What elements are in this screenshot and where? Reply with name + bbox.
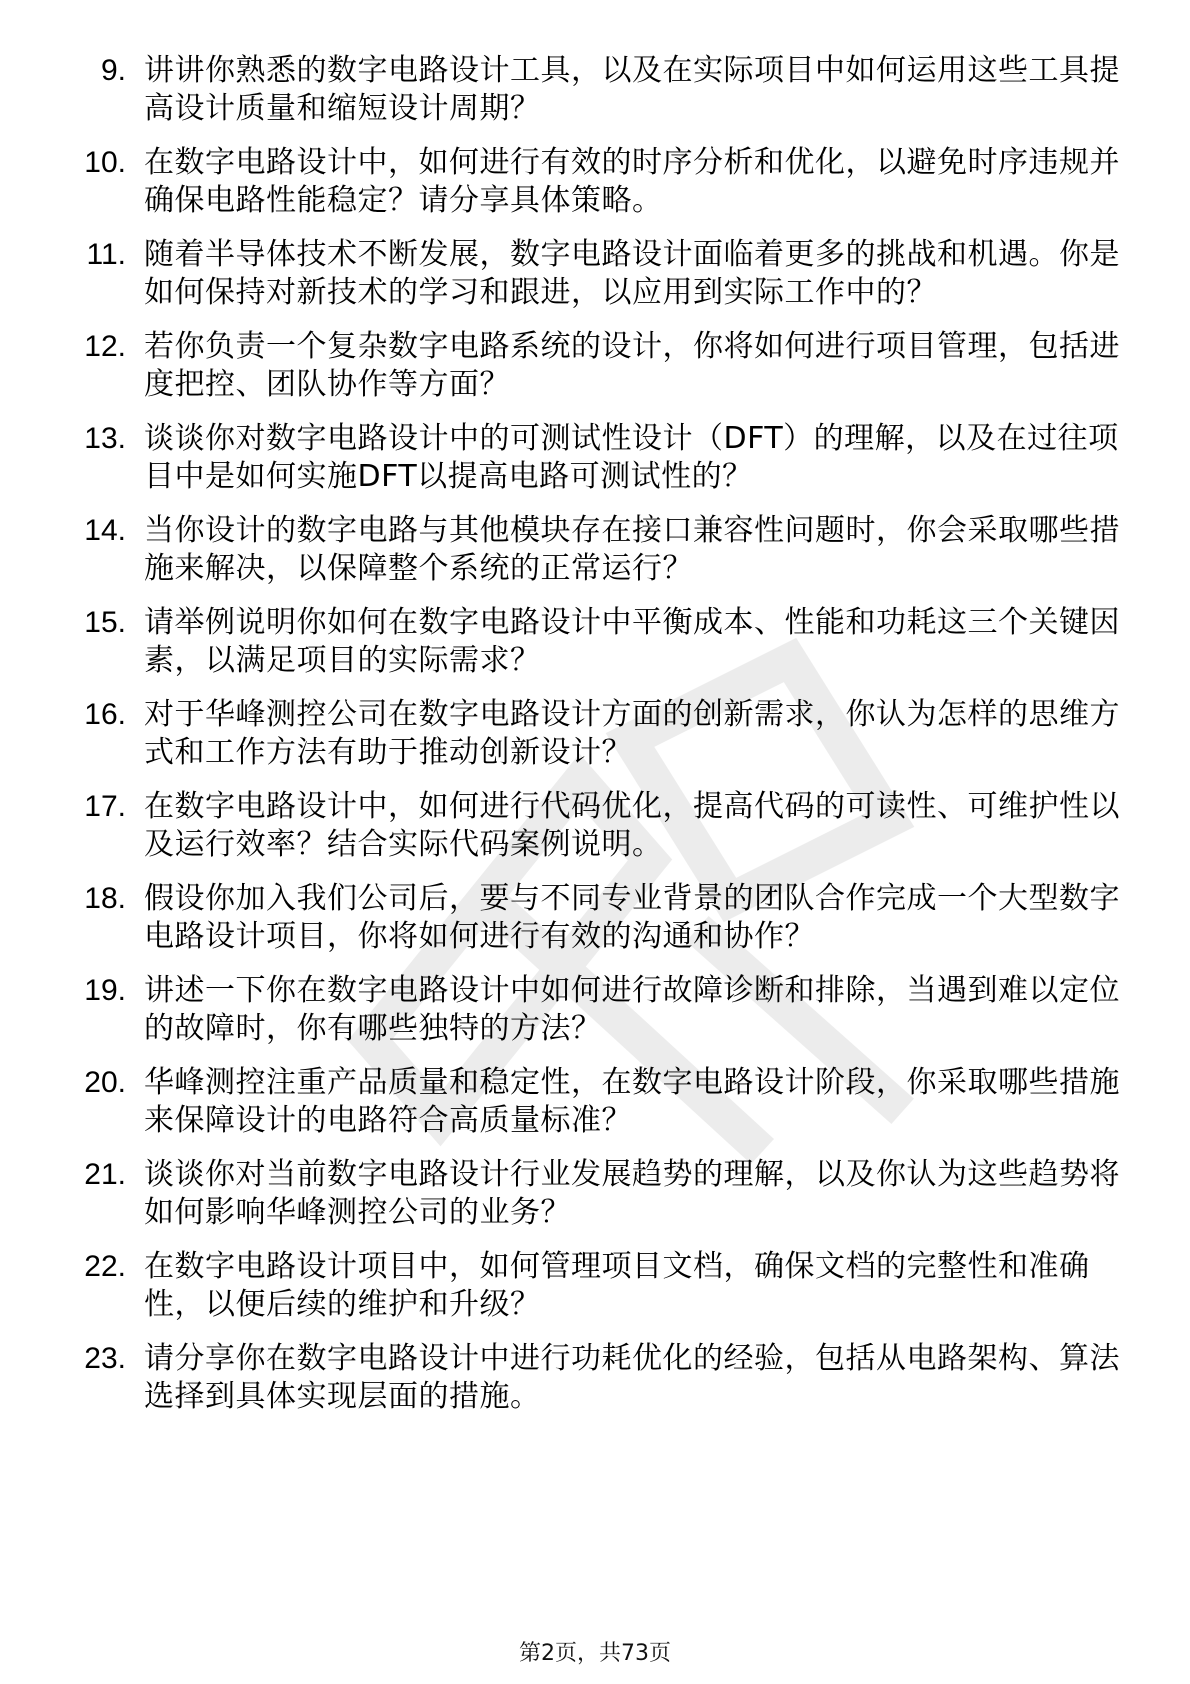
question-text: 讲述一下你在数字电路设计中如何进行故障诊断和排除，当遇到难以定位的故障时，你有哪些独特的方法？ — [144, 973, 1120, 1046]
question-item — [60, 144, 1120, 220]
question-item — [60, 696, 1120, 772]
question-number: 13. — [84, 422, 126, 455]
question-item — [60, 236, 1120, 312]
question-text: 随着半导体技术不断发展，数字电路设计面临着更多的挑战和机遇。你是如何保持对新技术的学习和跟进，以应用到实际工作中的？ — [144, 237, 1120, 310]
question-text: 在数字电路设计项目中，如何管理项目文档，确保文档的完整性和准确性，以便后续的维护和升级？ — [144, 1249, 1090, 1322]
question-item — [60, 880, 1120, 956]
question-number: 23. — [84, 1342, 126, 1375]
question-text: 假设你加入我们公司后，要与不同专业背景的团队合作完成一个大型数字电路设计项目，你将如何进行有效的沟通和协作？ — [144, 881, 1120, 954]
question-number: 16. — [84, 698, 126, 731]
question-number: 9. — [100, 54, 126, 87]
question-item — [60, 512, 1120, 588]
question-item — [60, 328, 1120, 404]
question-number: 14. — [84, 514, 126, 547]
question-text: 谈谈你对当前数字电路设计行业发展趋势的理解，以及你认为这些趋势将如何影响华峰测控公司的业务？ — [144, 1157, 1120, 1230]
page-number-footer: 第2页，共73页 — [519, 1641, 671, 1666]
question-text: 当你设计的数字电路与其他模块存在接口兼容性问题时，你会采取哪些措施来解决，以保障整个系统的正常运行？ — [144, 513, 1120, 586]
question-number: 12. — [84, 330, 126, 363]
question-item — [60, 52, 1120, 128]
question-item — [60, 972, 1120, 1048]
question-item — [60, 1340, 1120, 1416]
question-number: 15. — [84, 606, 126, 639]
question-list — [60, 52, 1120, 1432]
question-text: 若你负责一个复杂数字电路系统的设计，你将如何进行项目管理，包括进度把控、团队协作等方面？ — [144, 329, 1120, 402]
question-text: 谈谈你对数字电路设计中的可测试性设计（DFT）的理解，以及在过往项目中是如何实施DFT以提高电路可测试性的？ — [144, 421, 1119, 494]
question-number: 11. — [86, 238, 126, 271]
question-number: 18. — [84, 882, 126, 915]
question-text: 在数字电路设计中，如何进行有效的时序分析和优化，以避免时序违规并确保电路性能稳定？请分享具体策略。 — [144, 145, 1120, 218]
question-item — [60, 788, 1120, 864]
question-item — [60, 1248, 1120, 1324]
question-number: 20. — [84, 1066, 126, 1099]
question-text: 华峰测控注重产品质量和稳定性，在数字电路设计阶段，你采取哪些措施来保障设计的电路符合高质量标准？ — [144, 1065, 1120, 1138]
question-number: 10. — [84, 146, 126, 179]
question-number: 17. — [84, 790, 126, 823]
question-item — [60, 420, 1120, 496]
question-item — [60, 1064, 1120, 1140]
question-text: 请分享你在数字电路设计中进行功耗优化的经验，包括从电路架构、算法选择到具体实现层面的措施。 — [144, 1341, 1120, 1414]
question-number: 21. — [84, 1158, 126, 1191]
question-number: 22. — [84, 1250, 126, 1283]
question-item — [60, 1156, 1120, 1232]
question-text: 对于华峰测控公司在数字电路设计方面的创新需求，你认为怎样的思维方式和工作方法有助于推动创新设计？ — [144, 697, 1120, 770]
question-text: 请举例说明你如何在数字电路设计中平衡成本、性能和功耗这三个关键因素，以满足项目的实际需求？ — [144, 605, 1120, 678]
question-number: 19. — [84, 974, 126, 1007]
question-item — [60, 604, 1120, 680]
question-text: 讲讲你熟悉的数字电路设计工具，以及在实际项目中如何运用这些工具提高设计质量和缩短设计周期？ — [144, 53, 1120, 126]
question-text: 在数字电路设计中，如何进行代码优化，提高代码的可读性、可维护性以及运行效率？结合实际代码案例说明。 — [144, 789, 1120, 862]
